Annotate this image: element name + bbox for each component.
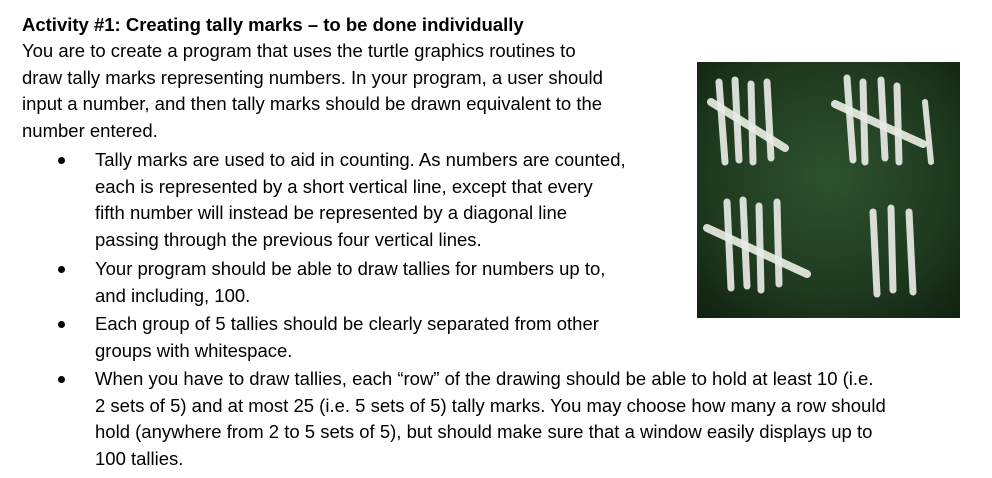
bullet-line: When you have to draw tallies, each “row” of the drawing should be able to hold at least 10 (i.e. (95, 368, 874, 389)
chalk-stroke (863, 82, 865, 162)
activity-heading: Activity #1: Creating tally marks – to be done individually (22, 14, 524, 35)
intro-line: draw tally marks representing numbers. In your program, a user should (22, 66, 603, 88)
bullet-text (95, 256, 695, 309)
chalkboard-tally-icon (697, 62, 960, 318)
intro-line: You are to create a program that uses the turtle graphics routines to (22, 40, 576, 61)
bullet-line: passing through the previous four vertical lines. (95, 228, 482, 250)
bullet-text (95, 366, 975, 472)
chalk-stroke (881, 80, 885, 158)
intro-line: number entered. (22, 119, 158, 141)
bullet-dot-icon (58, 266, 65, 273)
bullet-text (95, 311, 695, 364)
bullet-line: 2 sets of 5) and at most 25 (i.e. 5 sets of 5) tally marks. You may choose how many a row should (95, 394, 886, 416)
chalk-stroke (891, 208, 893, 290)
bullet-line: Tally marks are used to aid in counting. As numbers are counted, (95, 149, 626, 170)
bullet-dot-icon (58, 376, 65, 383)
bullet-line: groups with whitespace. (95, 339, 293, 361)
chalk-stroke (909, 212, 913, 292)
chalk-stroke (727, 202, 731, 288)
chalk-stroke (767, 82, 771, 158)
intro-line: input a number, and then tally marks should be drawn equivalent to the (22, 93, 603, 114)
chalk-stroke (873, 212, 877, 294)
bullet-text (95, 147, 695, 253)
bullet-line: Each group of 5 tallies should be clearly separated from other (95, 313, 599, 334)
bullet-line: Your program should be able to draw tallies for numbers up to, (95, 258, 606, 279)
bullet-line: fifth number will instead be represented by a diagonal line (95, 202, 568, 223)
bullet-line: hold (anywhere from 2 to 5 sets of 5), but should make sure that a window easily displays up to (95, 421, 873, 442)
chalkboard-tally-image (697, 62, 960, 318)
bullet-line: and including, 100. (95, 284, 251, 306)
intro-paragraph (22, 38, 682, 144)
chalk-stroke (777, 202, 779, 284)
bullet-dot-icon (58, 321, 65, 328)
bullet-line: 100 tallies. (95, 447, 184, 469)
bullet-dot-icon (58, 157, 65, 164)
chalk-stroke (897, 86, 899, 162)
bullet-line: each is represented by a short vertical line, except that every (95, 175, 593, 197)
